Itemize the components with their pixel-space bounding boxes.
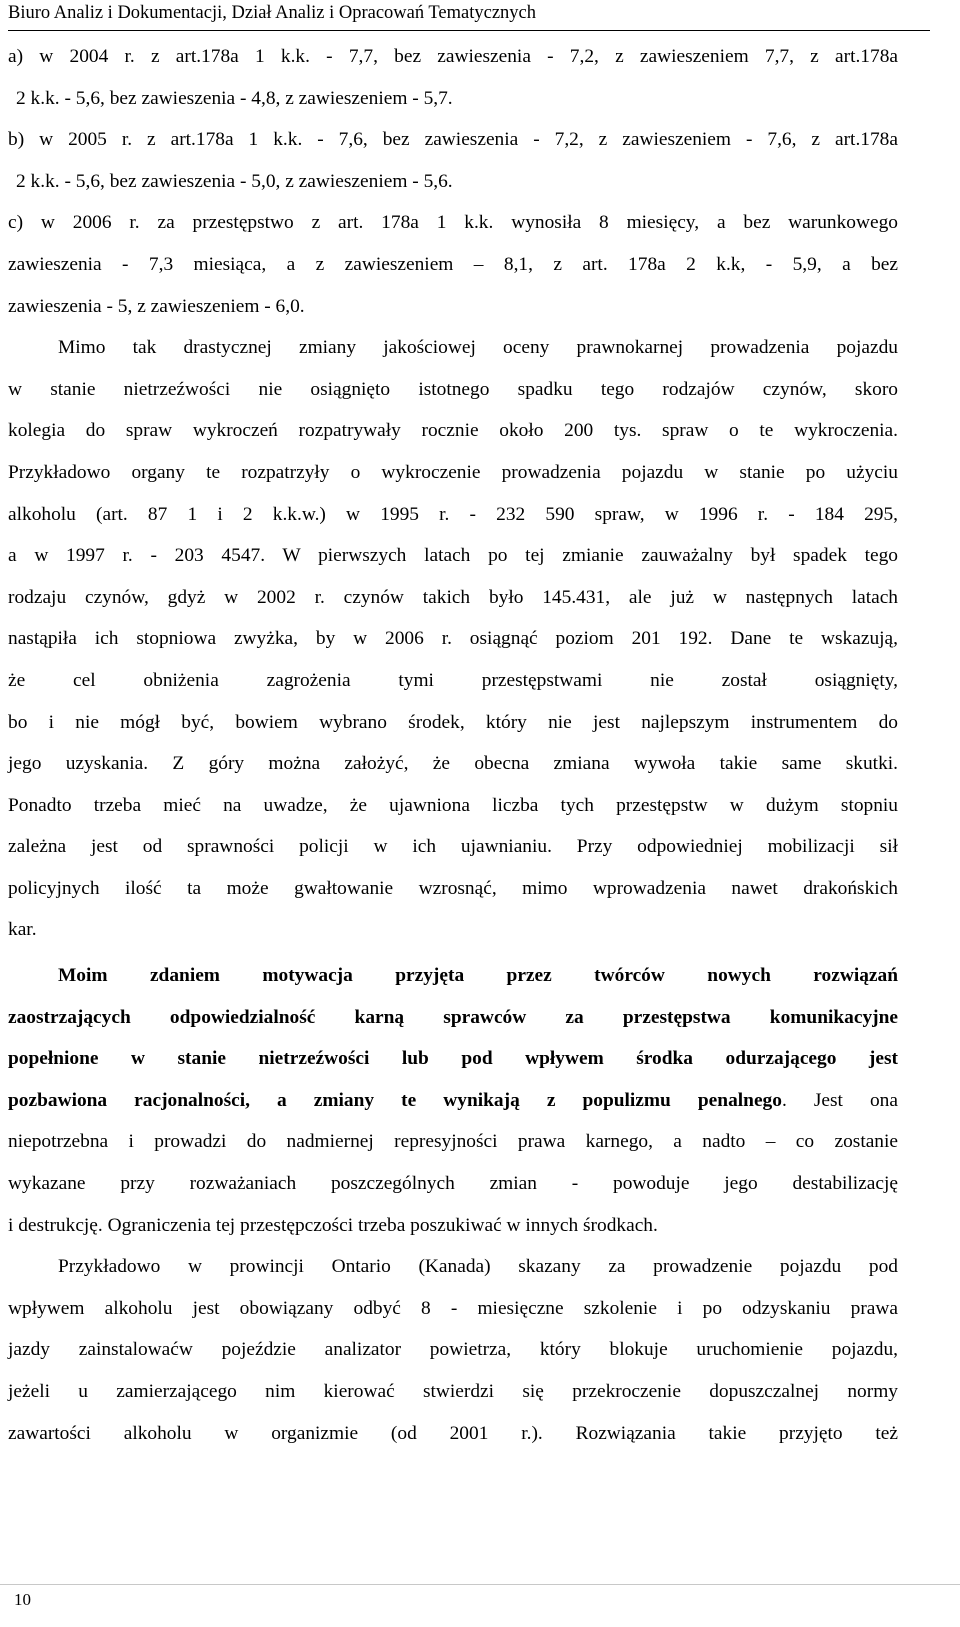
text-line: 2 k.k. - 5,6, bez zawieszenia - 4,8, z zawieszeniem - 5,7. xyxy=(16,87,453,109)
text-line: jeżeli u zamierzającego nim kierować stwierdzi się przekroczenie dopuszczalnej normy xyxy=(8,1381,898,1402)
text-line xyxy=(8,1080,898,1122)
text-line: i destrukcję. Ograniczenia tej przestępczości trzeba poszukiwać w innych środkach. xyxy=(8,1214,658,1236)
text-line: b) w 2005 r. z art.178a 1 k.k. - 7,6, bez zawieszenia - 7,2, z zawieszeniem - 7,6, z art.178a xyxy=(8,129,898,151)
page-header xyxy=(8,0,930,31)
text-line: kar. xyxy=(8,919,37,941)
text-line: bo i nie mógł być, bowiem wybrano środek, który nie jest najlepszym instrumentem do xyxy=(8,711,898,733)
text-line: w stanie nietrzeźwości nie osiągnięto istotnego spadku tego rodzajów czynów, skoro xyxy=(8,378,898,400)
text-line: jazdy zainstalowaćw pojeździe analizator powietrza, który blokuje uruchomienie pojazdu, xyxy=(8,1339,898,1361)
text-line: niepotrzebna i prowadzi do nadmiernej represyjności prawa karnego, a nadto – co zostanie xyxy=(8,1131,898,1153)
document-body xyxy=(8,36,898,1454)
page-number: 10 xyxy=(14,1590,31,1609)
text-line: że cel obniżenia zagrożenia tymi przestępstwami nie został osiągnięty, xyxy=(8,669,898,691)
text-line: zawartości alkoholu w organizmie (od 2001 r.). Rozwiązania takie przyjęto też xyxy=(8,1422,898,1444)
text-line: wykazane przy rozważaniach poszczególnych zmian - powoduje jego destabilizację xyxy=(8,1173,898,1195)
text-line: c) w 2006 r. za przestępstwo z art. 178a 1 k.k. wynosiła 8 miesięcy, a bez warunkowego xyxy=(8,212,898,234)
text-line: wpływem alkoholu jest obowiązany odbyć 8 - miesięczne szkolenie i po odzyskaniu prawa xyxy=(8,1297,898,1319)
paragraph-first-line: Mimo tak drastycznej zmiany jakościowej oceny prawnokarnej prowadzenia pojazdu xyxy=(58,337,898,359)
text-line: rodzaju czynów, gdyż w 2002 r. czynów takich było 145.431, ale już w następnych latach xyxy=(8,586,898,608)
text-line: 2 k.k. - 5,6, bez zawieszenia - 5,0, z zawieszeniem - 5,6. xyxy=(16,170,453,192)
text-line: policyjnych ilość ta może gwałtowanie wzrosnąć, mimo wprowadzenia nawet drakońskich xyxy=(8,877,898,899)
text-line: kolegia do spraw wykroczeń rozpatrywały rocznie około 200 tys. spraw o te wykroczenia. xyxy=(8,420,898,442)
bold-text: pozbawiona racjonalności, a zmiany te wynikają z populizmu penalnego xyxy=(8,1089,782,1111)
paragraph-first-line: Moim zdaniem motywacja przyjęta przez twórców nowych rozwiązań xyxy=(58,965,898,987)
text-line: zaostrzających odpowiedzialność karną sprawców za przestępstwa komunikacyjne xyxy=(8,1006,898,1028)
text-line: Przykładowo organy te rozpatrzyły o wykroczenie prowadzenia pojazdu w stanie po użyciu xyxy=(8,461,898,483)
header-title: Biuro Analiz i Dokumentacji, Dział Analiz i Opracowań Tematycznych xyxy=(8,3,537,23)
text-line: a) w 2004 r. z art.178a 1 k.k. - 7,7, bez zawieszenia - 7,2, z zawieszeniem 7,7, z art.178a xyxy=(8,46,898,67)
text-line: alkoholu (art. 87 1 i 2 k.k.w.) w 1995 r. - 232 590 spraw, w 1996 r. - 184 295, xyxy=(8,503,898,525)
text-line: a w 1997 r. - 203 4547. W pierwszych latach po tej zmianie zauważalny był spadek tego xyxy=(8,545,898,567)
page-footer xyxy=(0,1584,960,1627)
regular-text: . Jest ona xyxy=(781,1089,898,1111)
text-line: zawieszenia - 7,3 miesiąca, a z zawieszeniem – 8,1, z art. 178a 2 k.k, - 5,9, a bez xyxy=(8,253,898,275)
text-line: jego uzyskania. Z góry można założyć, że obecna zmiana wywoła takie same skutki. xyxy=(8,753,898,775)
text-line: nastąpiła ich stopniowa zwyżka, by w 2006 r. osiągnąć poziom 201 192. Dane te wskazują, xyxy=(8,628,898,650)
text-line: Ponadto trzeba mieć na uwadze, że ujawniona liczba tych przestępstw w dużym stopniu xyxy=(8,794,898,816)
text-line: popełnione w stanie nietrzeźwości lub pod wpływem środka odurzającego jest xyxy=(8,1048,898,1070)
paragraph-first-line: Przykładowo w prowincji Ontario (Kanada) skazany za prowadzenie pojazdu pod xyxy=(58,1256,898,1278)
text-line: zawieszenia - 5, z zawieszeniem - 6,0. xyxy=(8,295,305,317)
text-line: zależna jest od sprawności policji w ich ujawnianiu. Przy odpowiedniej mobilizacji sił xyxy=(8,836,898,858)
